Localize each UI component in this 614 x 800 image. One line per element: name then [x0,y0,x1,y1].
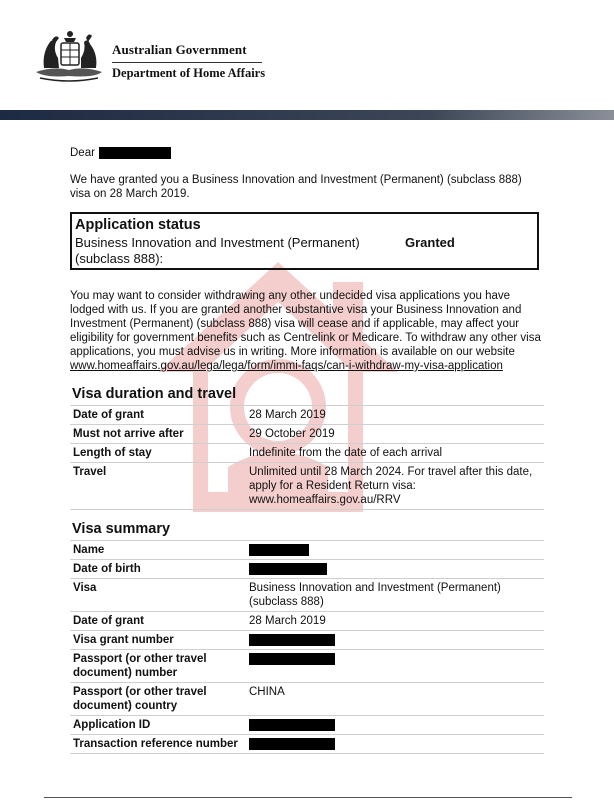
withdraw-text: You may want to consider withdrawing any other undecided visa applications you have lodged with us. If you are granted another substantive visa your Business Innovation and Investment (Permanent) (subclass 888) visa will cease and if applicable, may affect your eligibility for government benefits such as Centrelink or Medicare. To withdraw any other visa applications, you must advise us in writing. More information is available on our website [70,290,541,358]
withdraw-info-link[interactable]: www.homeaffairs.gov.au/lega/lega/form/immi-faqs/can-i-withdraw-my-visa-application [70,360,503,372]
row-label: Transaction reference number [70,735,246,754]
table-row [70,444,544,463]
redacted-value [249,719,335,731]
row-value: 28 March 2019 [246,406,544,425]
row-value [246,716,544,735]
table-row [70,631,544,650]
table-row [70,541,544,560]
visa-summary-table [70,540,544,754]
status-value: Granted [405,235,455,250]
row-label: Must not arrive after [70,425,246,444]
table-row [70,425,544,444]
coat-of-arms-icon [34,28,104,84]
row-label: Date of grant [70,612,246,631]
header-band [0,110,614,120]
redacted-value [249,563,327,575]
row-label: Visa [70,579,246,612]
row-value [246,541,544,560]
redacted-value [249,634,335,646]
row-value [246,650,544,683]
row-label: Passport (or other travel document) number [70,650,246,683]
salutation [70,147,171,159]
row-label: Name [70,541,246,560]
row-value [246,631,544,650]
row-label: Visa grant number [70,631,246,650]
rrv-link[interactable]: www.homeaffairs.gov.au/RRV [249,494,401,506]
row-label: Date of grant [70,406,246,425]
row-label: Application ID [70,716,246,735]
visa-duration-table [70,405,544,510]
table-row [70,406,544,425]
application-status-row [75,235,534,267]
row-value: 28 March 2019 [246,612,544,631]
row-value: CHINA [246,683,544,716]
table-row [70,612,544,631]
travel-text: Unlimited until 28 March 2024. For travel after this date, apply for a Resident Return visa: [249,466,533,492]
agency-divider [112,62,262,63]
status-visa-name: Business Innovation and Investment (Permanent) (subclass 888): [75,235,360,266]
redacted-value [249,544,309,556]
row-label: Length of stay [70,444,246,463]
table-row [70,650,544,683]
table-row [70,683,544,716]
application-status-box [70,212,539,270]
department-name: Department of Home Affairs [112,66,266,80]
row-value: Indefinite from the date of each arrival [246,444,544,463]
redacted-value [249,653,335,665]
visa-duration-title: Visa duration and travel [72,386,237,402]
salutation-text: Dear [70,147,95,160]
application-status-heading: Application status [75,217,201,233]
grant-statement: We have granted you a Business Innovation and Investment (Permanent) (subclass 888) visa on 28 March 2019. [70,174,522,200]
row-value [246,463,544,510]
row-label: Passport (or other travel document) country [70,683,246,716]
footer-divider [44,797,572,798]
table-row [70,579,544,612]
table-row [70,716,544,735]
row-value [246,560,544,579]
row-label: Date of birth [70,560,246,579]
row-value: 29 October 2019 [246,425,544,444]
withdraw-paragraph [70,289,544,373]
row-value [246,735,544,754]
row-label: Travel [70,463,246,510]
visa-summary-title: Visa summary [72,521,171,537]
table-row [70,463,544,510]
government-name: Australian Government [112,42,247,57]
table-row [70,735,544,754]
agency-name [112,42,265,81]
row-value: Business Innovation and Investment (Permanent) (subclass 888) [246,579,544,612]
redacted-name [99,147,171,159]
table-row [70,560,544,579]
redacted-value [249,738,335,750]
